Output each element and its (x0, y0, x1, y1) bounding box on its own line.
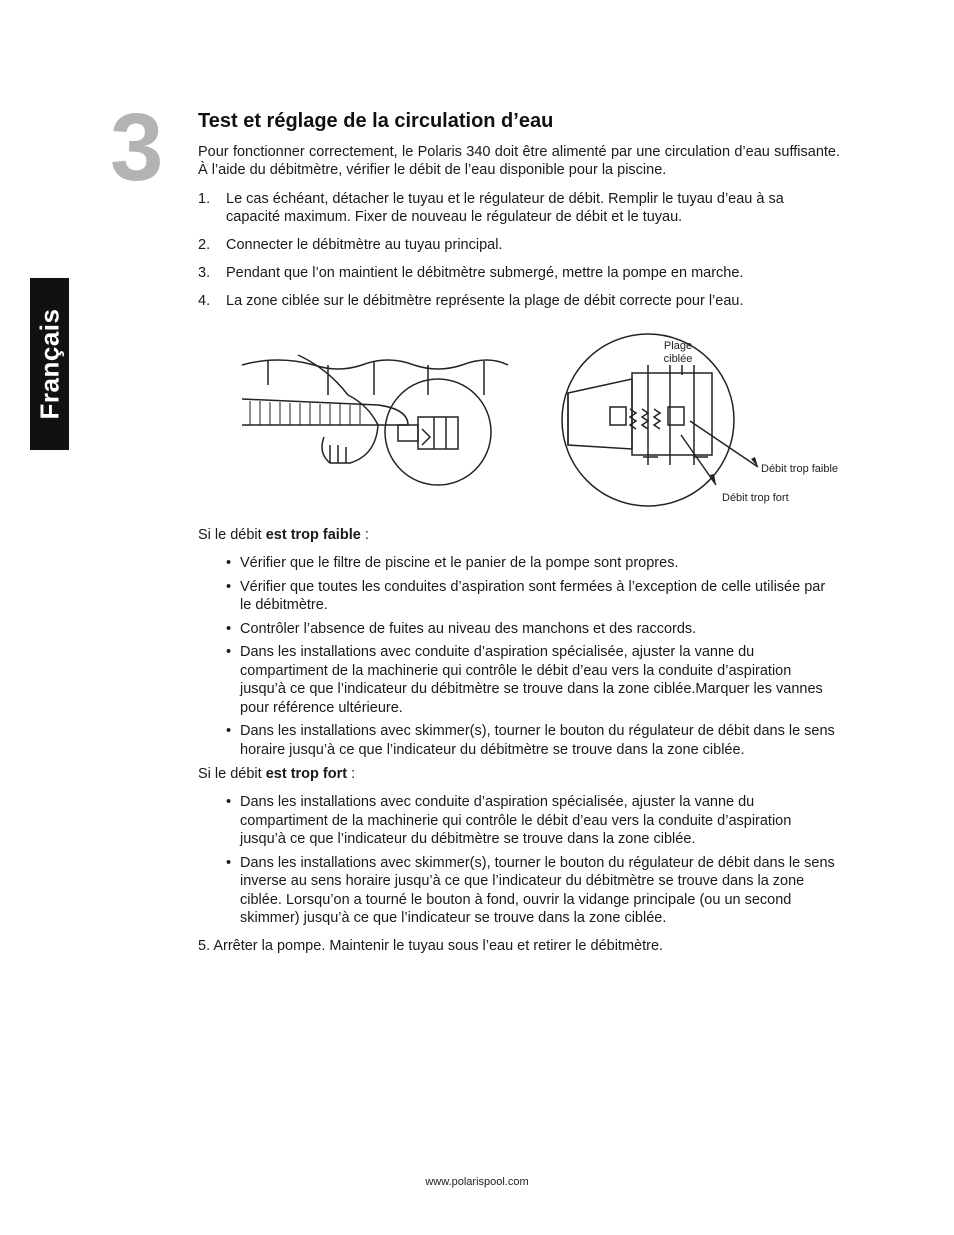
bullet-item: • Vérifier que toutes les conduites d’aspiration sont fermées à l’exception de celle utilisée par le débitmètre. (226, 578, 840, 615)
low-flow-lead (198, 526, 369, 544)
flow-meter-illustration (238, 325, 858, 515)
lead-bold: est trop faible (265, 527, 361, 543)
language-label: Français (34, 308, 64, 420)
language-side-tab (30, 278, 69, 450)
step-item (198, 236, 840, 254)
final-step: 5. Arrêter la pompe. Maintenir le tuyau sous l’eau et retirer le débitmètre. (198, 938, 664, 954)
lead-prefix: Si le débit (198, 527, 266, 543)
flow-meter-drawing (238, 325, 858, 515)
low-flow-bullets (226, 554, 840, 764)
high-flow-lead (198, 765, 355, 783)
section-title: Test et réglage de la circulation d’eau (198, 110, 554, 132)
intro-paragraph: Pour fonctionner correctement, le Polaris 340 doit être alimenté par une circulation d’eau suffisante. À l’aide du débitmètre, vérifier le débit de l’eau disponible pour la piscine. (198, 144, 840, 178)
lead-bold: est trop fort (265, 766, 348, 782)
steps-list (198, 190, 840, 320)
lead-suffix: : (347, 766, 356, 782)
step-item (198, 264, 840, 282)
label-flow-low: Débit trop faible (761, 463, 839, 475)
label-target-line2: ciblée (663, 353, 693, 365)
lead-prefix: Si le débit (198, 766, 266, 782)
high-flow-bullets (226, 793, 840, 933)
bullet-item: • Dans les installations avec conduite d’aspiration spécialisée, ajuster la vanne du compartiment de la machinerie qui contrôle le débit d’eau vers la conduite d’aspiration jusqu’à ce que l’indicateur du débitmètre se trouve dans la zone ciblée. (226, 793, 840, 849)
step-text: Connecter le débitmètre au tuyau principal. (226, 237, 503, 253)
step-number-label: 3. (198, 265, 211, 281)
step-text: Pendant que l’on maintient le débitmètre submergé, mettre la pompe en marche. (226, 265, 744, 281)
lead-suffix: : (360, 527, 369, 543)
step-item (198, 190, 840, 226)
step-number-label: 1. (198, 191, 211, 207)
bullet-item: • Dans les installations avec skimmer(s), tourner le bouton du régulateur de débit dans le sens horaire jusqu’à ce que l’indicateur du débitmètre se trouve dans la zone ciblée. (226, 722, 840, 759)
step-number-label: 4. (198, 293, 211, 309)
bullet-item: • Contrôler l’absence de fuites au niveau des manchons et des raccords. (226, 620, 840, 639)
label-target-line1: Plage (663, 340, 693, 352)
label-flow-high: Débit trop fort (722, 492, 789, 504)
step-text: Le cas échéant, détacher le tuyau et le régulateur de débit. Remplir le tuyau d’eau à sa capacité maximum. Fixer de nouveau le régulateur de débit et le tuyau. (226, 191, 784, 225)
step-number-label: 2. (198, 237, 211, 253)
bullet-item: • Dans les installations avec conduite d’aspiration spécialisée, ajuster la vanne du compartiment de la machinerie qui contrôle le débit d’eau vers la conduite d’aspiration jusqu’à ce que l’indicateur du débitmètre se trouve dans la zone ciblée.Marquer les vannes pour référence ultérieure. (226, 643, 840, 717)
footer-url: www.polarispool.com (425, 1176, 529, 1188)
step-text: La zone ciblée sur le débitmètre représente la plage de débit correcte pour l’eau. (226, 293, 744, 309)
step-number: 3 (110, 94, 164, 201)
step-item (198, 292, 840, 310)
bullet-item: • Vérifier que le filtre de piscine et le panier de la pompe sont propres. (226, 554, 840, 573)
bullet-item: • Dans les installations avec skimmer(s), tourner le bouton du régulateur de débit dans le sens inverse au sens horaire jusqu’à ce que l’indicateur du débitmètre se trouve dans la zone ciblée. Lorsqu’on a tourné le bouton à fond, ouvrir la vidange principale (ou un second skimmer) jusqu’à ce que l’indicateur se trouve dans la zone ciblée. (226, 854, 840, 928)
